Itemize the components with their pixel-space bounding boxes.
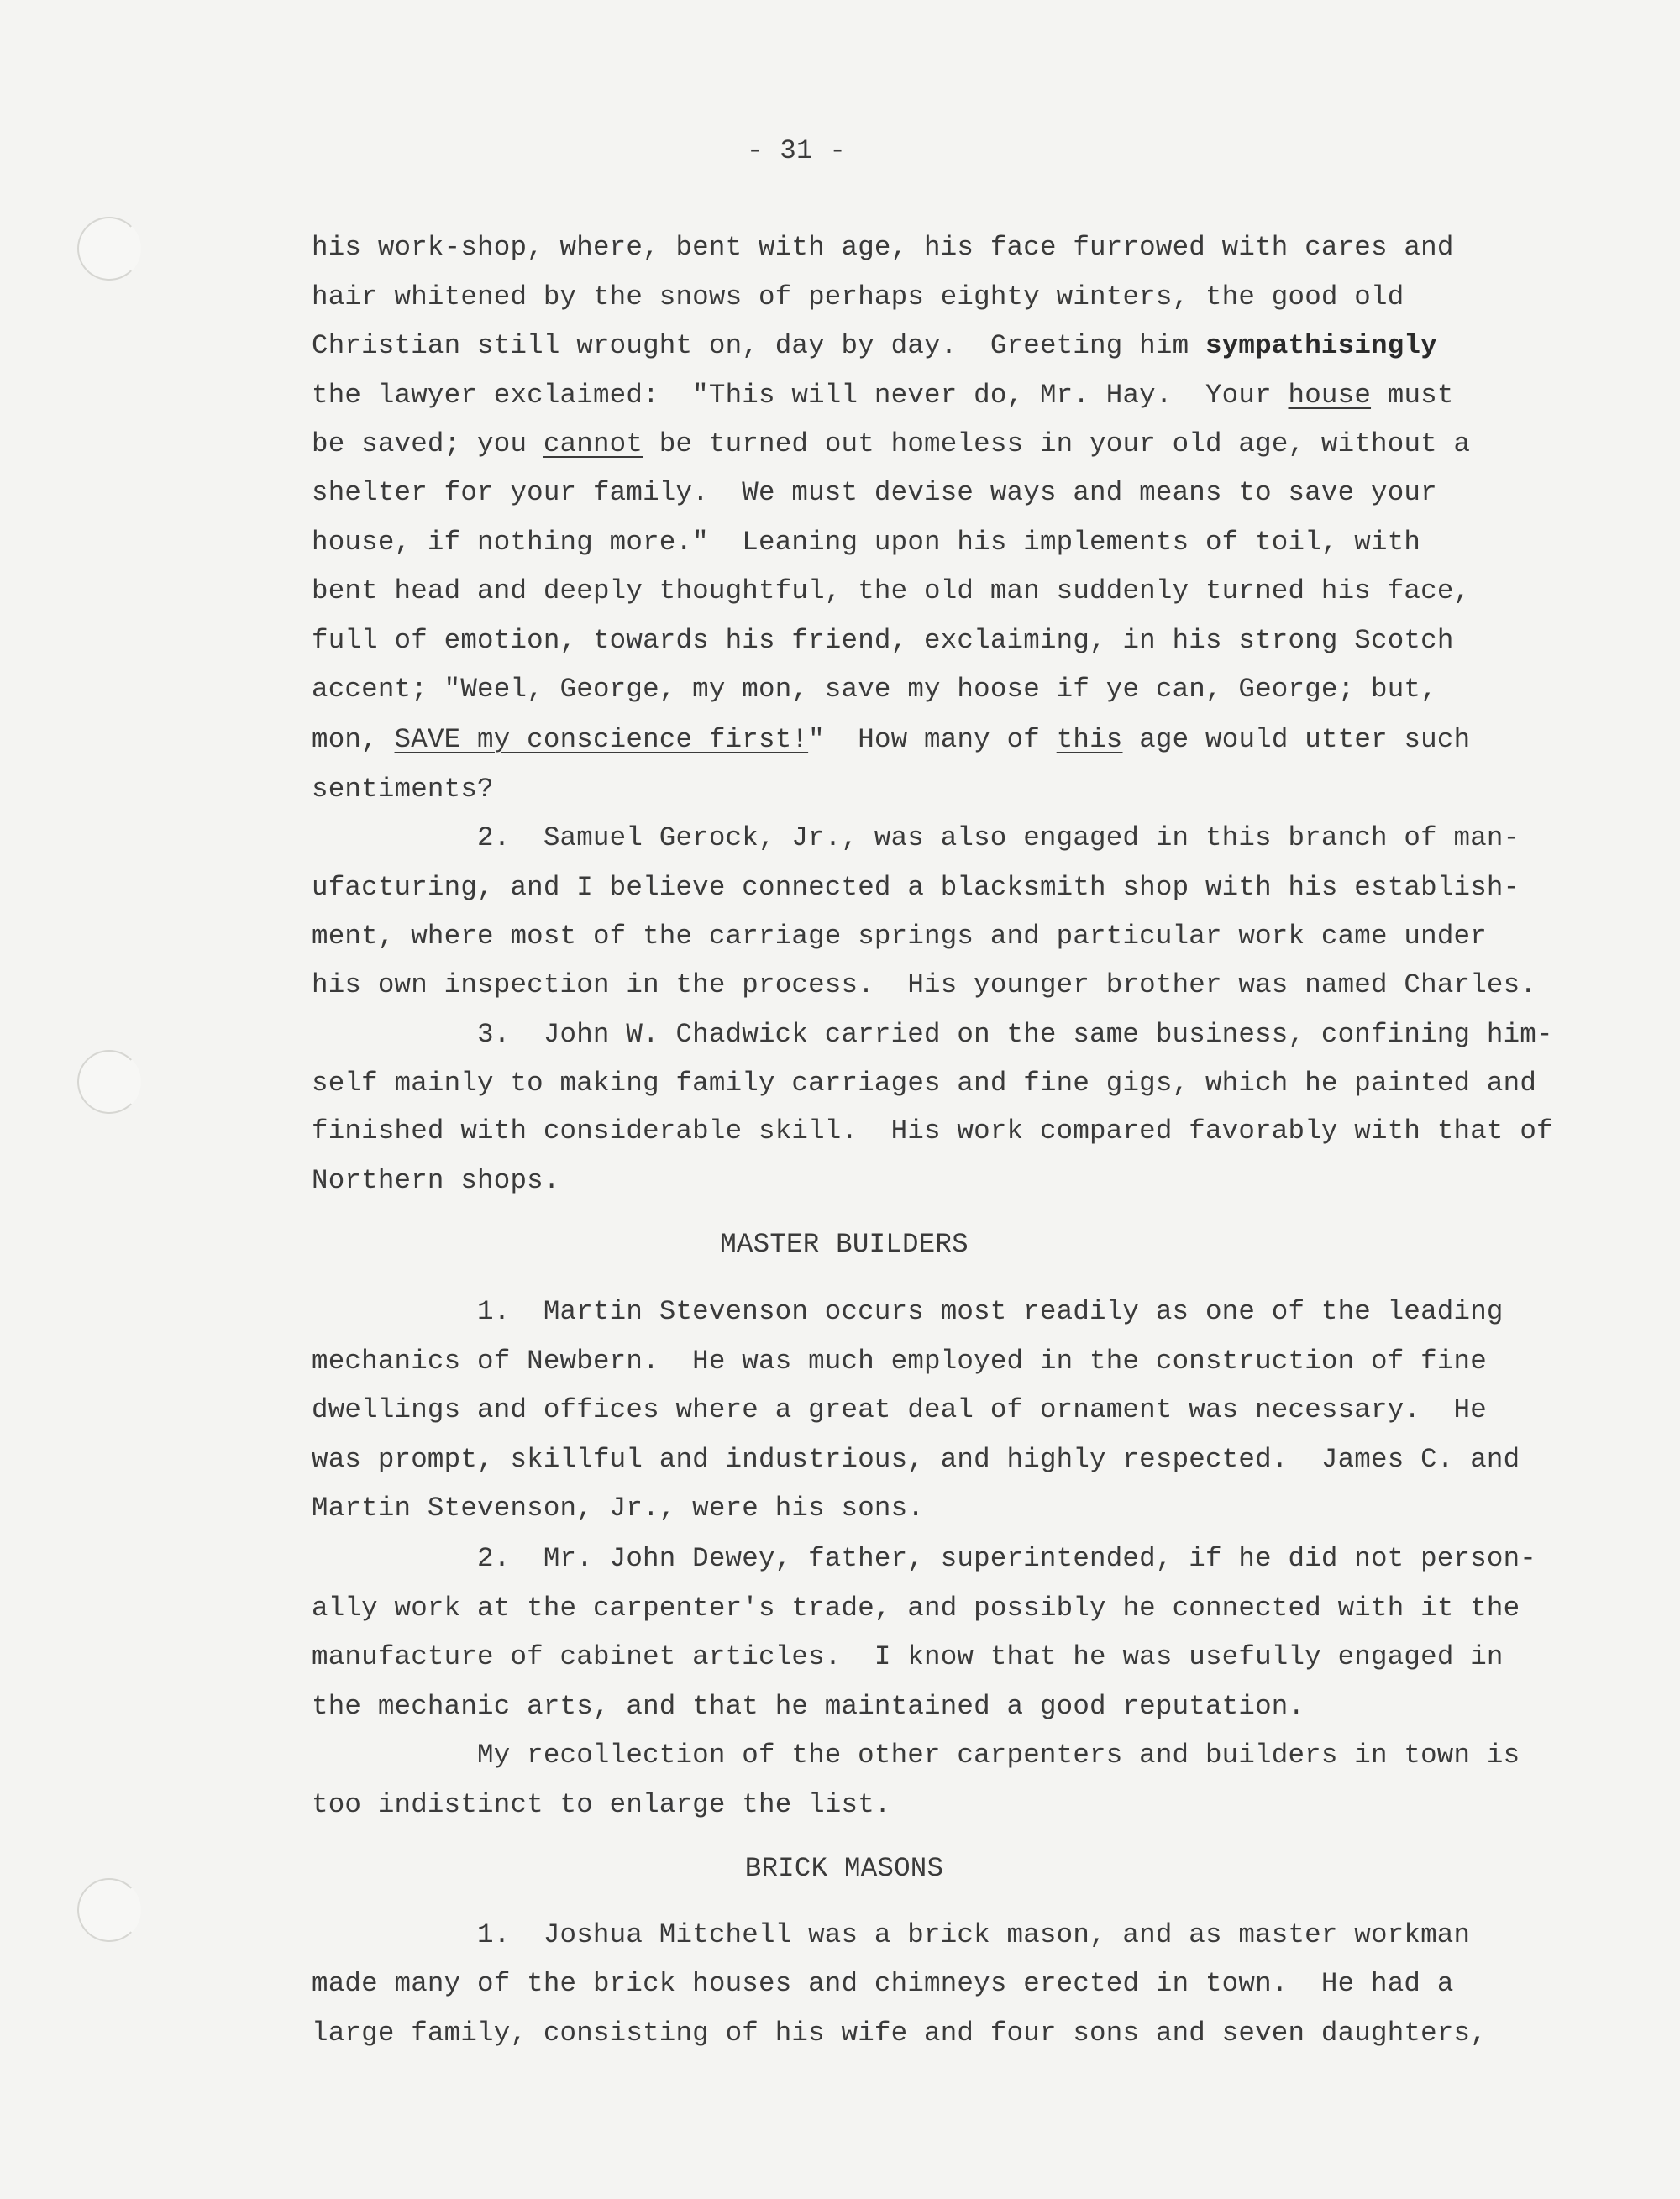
text-run: sentiments? bbox=[312, 773, 494, 805]
underlined-text: cannot bbox=[543, 428, 643, 459]
text-run: 2. Samuel Gerock, Jr., was also engaged in this branch of man- bbox=[477, 822, 1520, 854]
text-line bbox=[312, 1113, 1553, 1150]
text-run: ment, where most of the carriage springs and particular work came under bbox=[312, 920, 1487, 952]
text-line bbox=[312, 1162, 560, 1199]
text-run: finished with considerable skill. His work compared favorably with that of bbox=[312, 1115, 1553, 1147]
text-line bbox=[312, 426, 1470, 463]
text-line bbox=[312, 279, 1404, 316]
text-line bbox=[312, 671, 1437, 708]
text-line bbox=[477, 820, 1520, 857]
text-run: the mechanic arts, and that he maintained a good reputation. bbox=[312, 1690, 1305, 1722]
punch-hole bbox=[77, 1878, 141, 1942]
text-run: manufacture of cabinet articles. I know that he was usefully engaged in bbox=[312, 1641, 1504, 1673]
text-run: his work-shop, where, bent with age, his face furrowed with cares and bbox=[312, 232, 1454, 264]
text-run: hair whitened by the snows of perhaps eighty winters, the good old bbox=[312, 281, 1404, 312]
text-line bbox=[312, 622, 1454, 659]
text-line bbox=[312, 869, 1520, 906]
punch-hole bbox=[77, 217, 141, 281]
section-heading bbox=[508, 1226, 1180, 1263]
text-line bbox=[312, 475, 1437, 512]
text-run: large family, consisting of his wife and four sons and seven daughters, bbox=[312, 2017, 1487, 2049]
text-run: ally work at the carpenter's trade, and possibly he connected with it the bbox=[312, 1592, 1520, 1624]
text-run: BRICK MASONS bbox=[744, 1853, 944, 1885]
text-line bbox=[477, 1294, 1504, 1330]
text-line bbox=[312, 1343, 1487, 1380]
text-line bbox=[312, 722, 1470, 758]
text-line bbox=[312, 229, 1454, 266]
text-run: 2. Mr. John Dewey, father, superintended, if he did not person- bbox=[477, 1543, 1537, 1575]
text-line bbox=[312, 1965, 1454, 2002]
text-line bbox=[312, 918, 1487, 955]
text-line bbox=[312, 1787, 891, 1824]
text-run: mon, bbox=[312, 724, 395, 756]
page-number: - 31 - bbox=[746, 135, 847, 166]
underlined-text: SAVE my conscience first! bbox=[394, 724, 809, 756]
text-run: was prompt, skillful and industrious, and highly respected. James C. and bbox=[312, 1443, 1520, 1475]
text-run: 1. Joshua Mitchell was a brick mason, and as master workman bbox=[477, 1918, 1471, 1950]
text-line bbox=[312, 1590, 1520, 1627]
section-heading bbox=[508, 1850, 1180, 1887]
text-line bbox=[312, 1688, 1305, 1725]
text-run: too indistinct to enlarge the list. bbox=[312, 1788, 891, 1820]
text-line bbox=[312, 1392, 1487, 1429]
text-run: self mainly to making family carriages and fine gigs, which he painted and bbox=[312, 1068, 1537, 1100]
text-line bbox=[312, 328, 1437, 365]
text-run: shelter for your family. We must devise ways and means to save your bbox=[312, 477, 1437, 509]
text-run: bent head and deeply thoughtful, the old man suddenly turned his face, bbox=[312, 575, 1471, 607]
text-line bbox=[312, 377, 1454, 414]
text-run: " How many of bbox=[808, 724, 1057, 756]
text-run: accent; "Weel, George, my mon, save my hoose if ye can, George; but, bbox=[312, 674, 1437, 706]
text-run: full of emotion, towards his friend, exclaiming, in his strong Scotch bbox=[312, 624, 1454, 656]
text-line bbox=[312, 1639, 1504, 1676]
text-run: be saved; you bbox=[312, 428, 543, 459]
text-line bbox=[312, 1065, 1536, 1102]
underlined-text: this bbox=[1056, 724, 1123, 756]
text-run: Christian still wrought on, day by day. Greeting him bbox=[312, 330, 1205, 362]
text-line bbox=[477, 1737, 1520, 1774]
text-run: MASTER BUILDERS bbox=[720, 1229, 969, 1261]
punch-hole bbox=[77, 1050, 141, 1114]
text-run: 3. John W. Chadwick carried on the same business, confining him- bbox=[477, 1018, 1553, 1050]
text-run: the lawyer exclaimed: "This will never do, Mr. Hay. Your bbox=[312, 379, 1289, 411]
text-line bbox=[477, 1540, 1536, 1577]
text-run: house, if nothing more." Leaning upon his implements of toil, with bbox=[312, 526, 1421, 558]
text-run: ufacturing, and I believe connected a blacksmith shop with his establish- bbox=[312, 871, 1520, 903]
text-run: mechanics of Newbern. He was much employed in the construction of fine bbox=[312, 1345, 1487, 1377]
text-run: dwellings and offices where a great deal of ornament was necessary. He bbox=[312, 1394, 1487, 1426]
text-run: Northern shops. bbox=[312, 1164, 560, 1196]
text-run: must bbox=[1371, 379, 1454, 411]
text-run: his own inspection in the process. His younger brother was named Charles. bbox=[312, 969, 1537, 1001]
text-line bbox=[312, 967, 1536, 1004]
underlined-text: house bbox=[1288, 379, 1372, 411]
text-line bbox=[312, 1441, 1520, 1478]
text-run: age would utter such bbox=[1122, 724, 1471, 756]
bold-text: sympathisingly bbox=[1205, 330, 1437, 362]
text-line bbox=[477, 1016, 1553, 1053]
text-line bbox=[477, 1917, 1470, 1954]
text-line bbox=[312, 1490, 924, 1527]
text-run: 1. Martin Stevenson occurs most readily as one of the leading bbox=[477, 1296, 1504, 1328]
text-run: be turned out homeless in your old age, without a bbox=[643, 428, 1471, 459]
text-line bbox=[312, 2015, 1487, 2052]
text-line bbox=[312, 524, 1420, 561]
text-line bbox=[312, 573, 1470, 610]
text-run: Martin Stevenson, Jr., were his sons. bbox=[312, 1493, 925, 1525]
text-run: My recollection of the other carpenters and builders in town is bbox=[477, 1740, 1520, 1771]
text-line bbox=[312, 771, 494, 808]
text-run: made many of the brick houses and chimneys erected in town. He had a bbox=[312, 1968, 1454, 2000]
